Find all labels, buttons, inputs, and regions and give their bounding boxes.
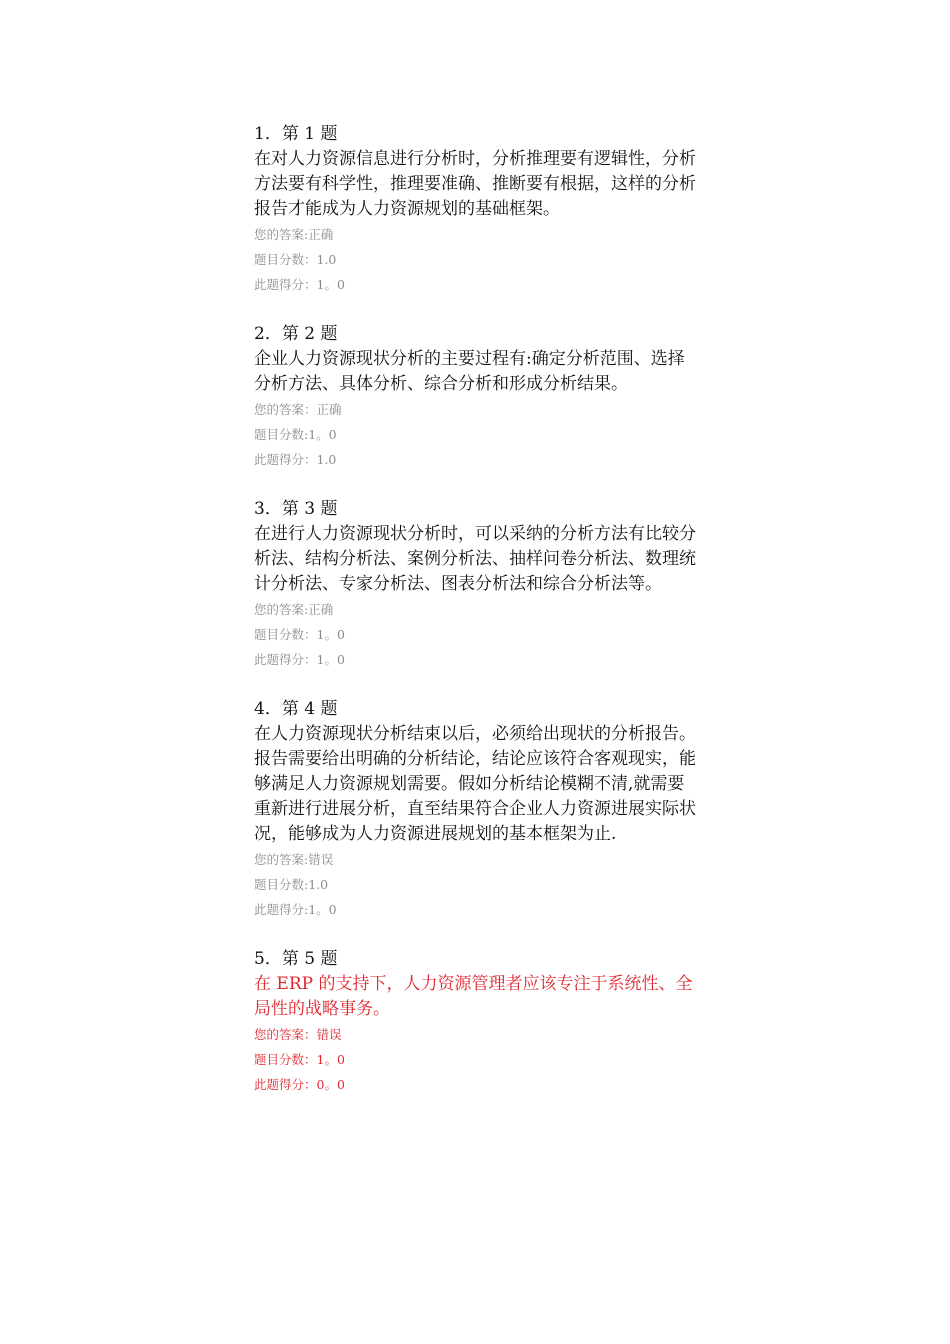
question-title: 3．第 3 题 [254,499,338,519]
question-4 [254,697,704,922]
question-3 [254,497,704,672]
question-1 [254,122,704,297]
question-text: 在 ERP 的支持下，人力资源管理者应该专注于系统性、全局性的战略事务。 [254,974,693,1019]
earned-score: 此题得分：1。0 [254,652,345,667]
question-text: 在进行人力资源现状分析时，可以采纳的分析方法有比较分析法、结构分析法、案例分析法、抽样问卷分析法、数理统计分析法、专家分析法、图表分析法和综合分析法等。 [254,524,696,594]
earned-score: 此题得分：1。0 [254,277,345,292]
earned-score: 此题得分：1.0 [254,452,337,467]
your-answer: 您的答案：错误 [254,1027,342,1042]
question-text: 企业人力资源现状分析的主要过程有:确定分析范围、选择分析方法、具体分析、综合分析和形成分析结果。 [254,349,685,394]
question-2 [254,322,704,472]
your-answer: 您的答案:正确 [254,227,334,242]
question-text: 在人力资源现状分析结束以后，必须给出现状的分析报告。报告需要给出明确的分析结论，结论应该符合客观现实，能够满足人力资源规划需要。假如分析结论模糊不清,就需要重新进行进展分析，直至结果符合企业人力资源进展实际状况，能够成为人力资源进展规划的基本框架为止. [254,724,696,844]
question-title: 4．第 4 题 [254,699,338,719]
question-title: 1．第 1 题 [254,124,338,144]
your-answer: 您的答案:错误 [254,852,334,867]
question-title: 5．第 5 题 [254,949,338,969]
question-score: 题目分数：1。0 [254,1052,345,1067]
question-score: 题目分数：1。0 [254,627,345,642]
question-text: 在对人力资源信息进行分析时，分析推理要有逻辑性，分析方法要有科学性，推理要准确、推断要有根据，这样的分析报告才能成为人力资源规划的基础框架。 [254,149,696,219]
your-answer: 您的答案：正确 [254,402,342,417]
question-score: 题目分数:1。0 [254,427,337,442]
question-score: 题目分数:1.0 [254,877,329,892]
earned-score: 此题得分:1。0 [254,902,337,917]
question-title: 2．第 2 题 [254,324,338,344]
your-answer: 您的答案:正确 [254,602,334,617]
question-score: 题目分数：1.0 [254,252,337,267]
question-5 [254,947,704,1097]
earned-score: 此题得分：0。0 [254,1077,345,1092]
quiz-results [254,122,704,1122]
